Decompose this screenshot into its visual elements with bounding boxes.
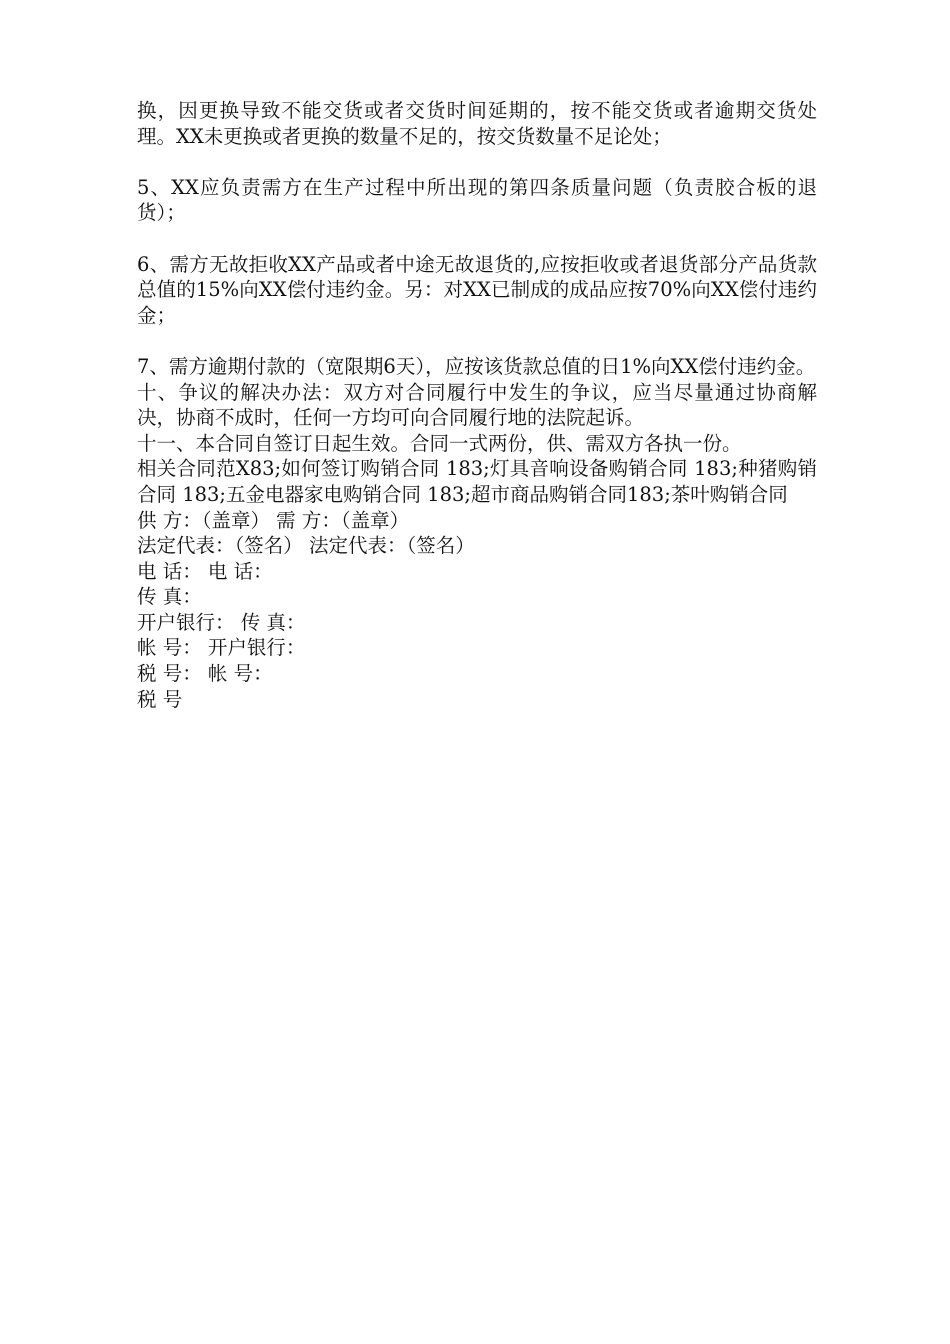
clause-5: 5、XX应负责需方在生产过程中所出现的第四条质量问题（负责胶合板的退货）； — [137, 175, 817, 225]
paragraph-gap — [137, 226, 817, 252]
signature-line-fax: 传 真： — [137, 585, 202, 609]
related-contracts: 相关合同范X83;如何签订购销合同 183;灯具音响设备购销合同 183;种猪购销合同 183;五金电器家电购销合同 183;超市商品购销合同183;茶叶购销合同 — [137, 457, 817, 506]
article-11-effectiveness: 十一、本合同自签订日起生效。合同一式两份，供、需双方各执一份。 — [137, 431, 742, 455]
signature-line-tax-2: 税 号 — [137, 687, 183, 711]
signature-line-tax: 税 号： 帐 号： — [137, 662, 273, 686]
paragraph-gap — [137, 328, 817, 354]
signature-line-bank: 开户银行： 传 真： — [137, 610, 306, 634]
signature-line-representative: 法定代表：（签名） 法定代表：（签名） — [137, 534, 475, 558]
article-10-dispute-resolution: 十、争议的解决办法：双方对合同履行中发生的争议，应当尽量通过协商解决，协商不成时，任何一方均可向合同履行地的法院起诉。 — [137, 380, 817, 430]
clause-7: 7、需方逾期付款的（宽限期6天），应按该货款总值的日1%向XX偿付违约金。 — [137, 354, 816, 378]
clause-6: 6、需方无故拒收XX产品或者中途无故退货的,应按拒收或者退货部分产品货款总值的15%向XX偿付违约金。另：对XX已制成的成品应按70%向XX偿付违约金； — [137, 252, 817, 327]
signature-line-phone: 电 话： 电 话： — [137, 559, 273, 583]
document-body — [137, 98, 817, 712]
clause-4-continued: 换，因更换导致不能交货或者交货时间延期的，按不能交货或者逾期交货处理。XX未更换或者更换的数量不足的，按交货数量不足论处； — [137, 99, 817, 148]
signature-line-party: 供 方：（盖章） 需 方：（盖章） — [137, 508, 410, 532]
paragraph-gap — [137, 149, 817, 175]
signature-line-account: 帐 号： 开户银行： — [137, 636, 306, 660]
